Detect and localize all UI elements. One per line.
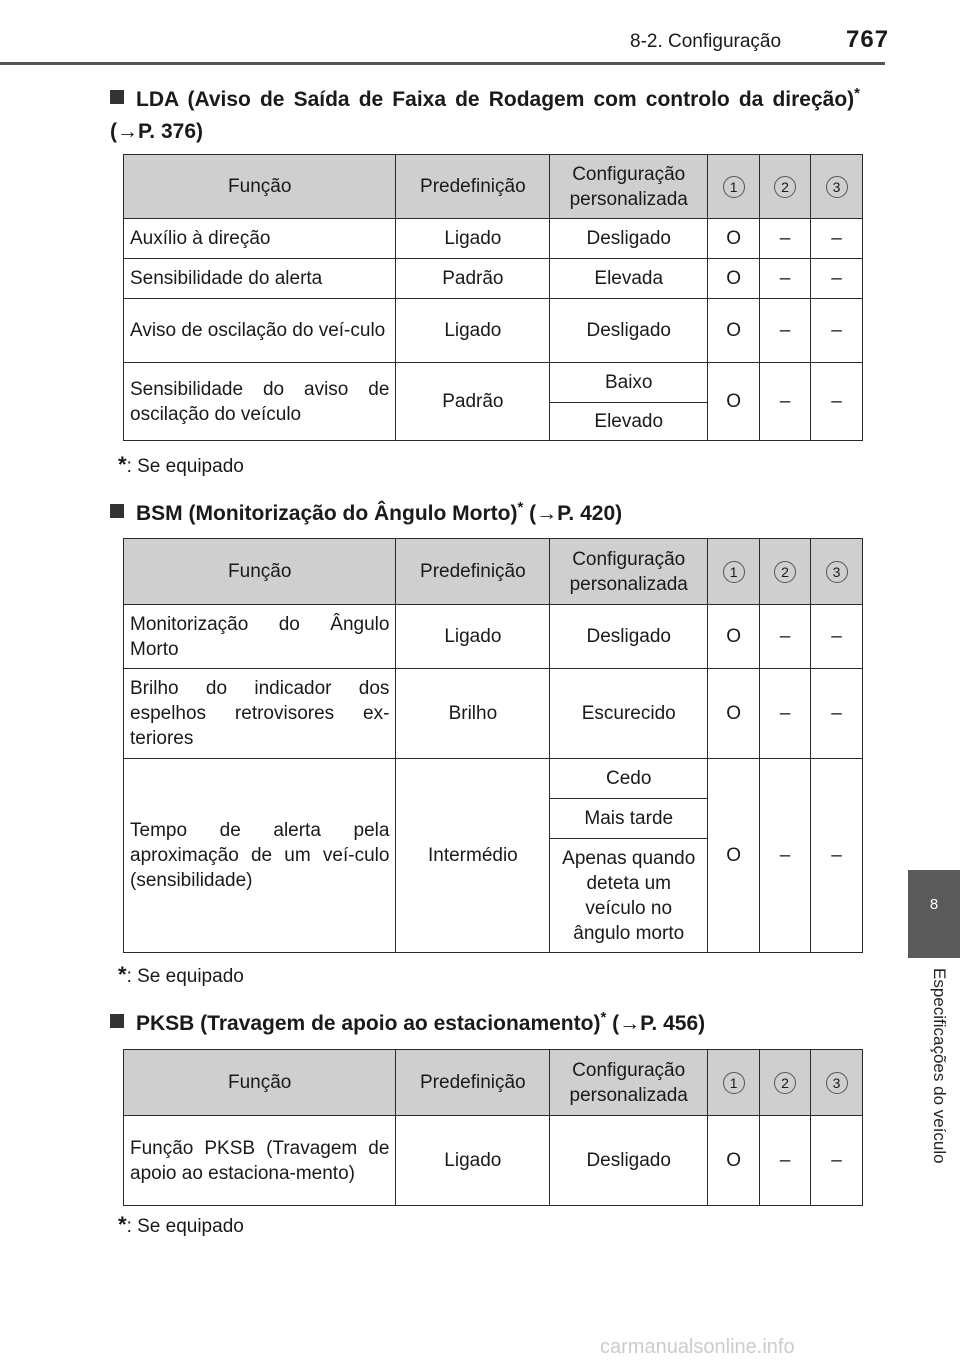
function-cell: Auxílio à direção [124,219,396,259]
column-header-1 [708,1050,760,1116]
col2-cell: – [760,219,811,259]
custom-cell: Elevada [550,259,708,299]
col3-cell: – [811,759,863,953]
column-header-function: Função [124,1050,396,1116]
page-reference-link[interactable]: (→P. 376) [110,120,203,143]
col1-cell: O [708,759,760,953]
col3-cell: – [811,605,863,669]
circled-number-3: 3 [826,1072,848,1094]
square-bullet-icon [110,1014,124,1028]
square-bullet-icon [110,90,124,104]
table-row [124,219,863,259]
table-header-row [124,155,863,219]
col3-cell: – [811,669,863,759]
col2-cell: – [760,259,811,299]
function-cell: Monitorização do Ângulo Morto [124,605,396,669]
footnote-asterisk: * [118,452,127,477]
column-header-3 [811,1050,863,1116]
lda-heading-text: LDA (Aviso de Saída de Faixa de Rodagem com controlo da direção) [136,88,855,111]
table-row [124,759,863,799]
watermark: carmanualsonline.info [600,1336,795,1358]
col1-cell: O [708,363,760,441]
footnote [118,452,244,478]
page-reference-link[interactable]: (→P. 456) [606,1012,706,1035]
chapter-number: 8 [929,896,939,913]
page-number: 767 [846,26,890,53]
col1-cell: O [708,605,760,669]
lda-table [123,154,863,441]
bsm-heading-text: BSM (Monitorização do Ângulo Morto) [136,502,518,525]
default-cell: Padrão [396,363,550,441]
footnote-text: : Se equipado [126,1216,244,1237]
column-header-2 [760,155,811,219]
default-cell: Intermédio [396,759,550,953]
table-header-row [124,1050,863,1116]
asterisk: * [517,499,524,516]
column-header-default: Predefinição [396,1050,550,1116]
function-cell: Tempo de alerta pela aproximação de um veí-culo (sensibilidade) [124,759,396,953]
footnote [118,962,244,988]
pksb-heading [110,1002,860,1040]
column-header-function: Função [124,539,396,605]
col2-cell: – [760,363,811,441]
custom-option-cell: Apenas quando deteta um veículo no ângulo morto [550,839,708,953]
col1-cell: O [708,299,760,363]
footnote [118,1212,244,1238]
col1-cell: O [708,219,760,259]
column-header-default: Predefinição [396,539,550,605]
function-cell: Aviso de oscilação do veí-culo [124,299,396,363]
circled-number-2: 2 [774,561,796,583]
default-cell: Ligado [396,605,550,669]
custom-cell: Escurecido [550,669,708,759]
column-header-2 [760,1050,811,1116]
chapter-tab [908,870,960,958]
col1-cell: O [708,259,760,299]
table-header-row [124,539,863,605]
circled-number-2: 2 [774,1072,796,1094]
col2-cell: – [760,605,811,669]
column-header-3 [811,155,863,219]
footnote-asterisk: * [118,962,127,987]
col1-cell: O [708,669,760,759]
col3-cell: – [811,219,863,259]
custom-cell: Desligado [550,299,708,363]
default-cell: Ligado [396,299,550,363]
default-cell: Ligado [396,219,550,259]
bsm-table [123,538,863,953]
circled-number-1: 1 [723,1072,745,1094]
chapter-title: Especificações do veículo [930,968,949,1164]
function-cell: Função PKSB (Travagem de apoio ao estaciona-mento) [124,1116,396,1206]
footnote-text: : Se equipado [126,456,244,477]
custom-option-cell: Cedo [550,759,708,799]
col2-cell: – [760,759,811,953]
column-header-function: Função [124,155,396,219]
column-header-custom: Configuração personalizada [550,539,708,605]
asterisk: * [854,85,860,102]
table-row [124,299,863,363]
custom-cell: Desligado [550,1116,708,1206]
col2-cell: – [760,669,811,759]
table-row [124,1116,863,1206]
col2-cell: – [760,299,811,363]
square-bullet-icon [110,504,124,518]
custom-cell: Desligado [550,605,708,669]
col3-cell: – [811,259,863,299]
col1-cell: O [708,1116,760,1206]
column-header-1 [708,539,760,605]
circled-number-3: 3 [826,561,848,583]
page-reference-link[interactable]: (→P. 420) [523,502,623,525]
footnote-asterisk: * [118,1212,127,1237]
header-rule [0,62,885,65]
col3-cell: – [811,363,863,441]
pksb-heading-text: PKSB (Travagem de apoio ao estacionamento) [136,1012,601,1035]
function-cell: Brilho do indicador dos espelhos retrovisores ex-teriores [124,669,396,759]
column-header-1 [708,155,760,219]
circled-number-1: 1 [723,176,745,198]
pksb-table [123,1049,863,1206]
table-row [124,363,863,403]
circled-number-1: 1 [723,561,745,583]
circled-number-2: 2 [774,176,796,198]
section-title: 8-2. Configuração [630,31,782,52]
column-header-custom: Configuração personalizada [550,1050,708,1116]
default-cell: Padrão [396,259,550,299]
custom-cell: Desligado [550,219,708,259]
custom-option-cell: Baixo [550,363,708,403]
col3-cell: – [811,1116,863,1206]
footnote-text: : Se equipado [126,966,244,987]
function-cell: Sensibilidade do aviso de oscilação do veículo [124,363,396,441]
column-header-2 [760,539,811,605]
custom-option-cell: Elevado [550,403,708,441]
asterisk: * [600,1009,607,1026]
custom-option-cell: Mais tarde [550,799,708,839]
circled-number-3: 3 [826,176,848,198]
column-header-default: Predefinição [396,155,550,219]
table-row [124,259,863,299]
table-row [124,669,863,759]
column-header-3 [811,539,863,605]
default-cell: Ligado [396,1116,550,1206]
column-header-custom: Configuração personalizada [550,155,708,219]
default-cell: Brilho [396,669,550,759]
lda-heading [110,78,860,148]
bsm-heading [110,492,860,530]
col2-cell: – [760,1116,811,1206]
col3-cell: – [811,299,863,363]
table-row [124,605,863,669]
function-cell: Sensibilidade do alerta [124,259,396,299]
